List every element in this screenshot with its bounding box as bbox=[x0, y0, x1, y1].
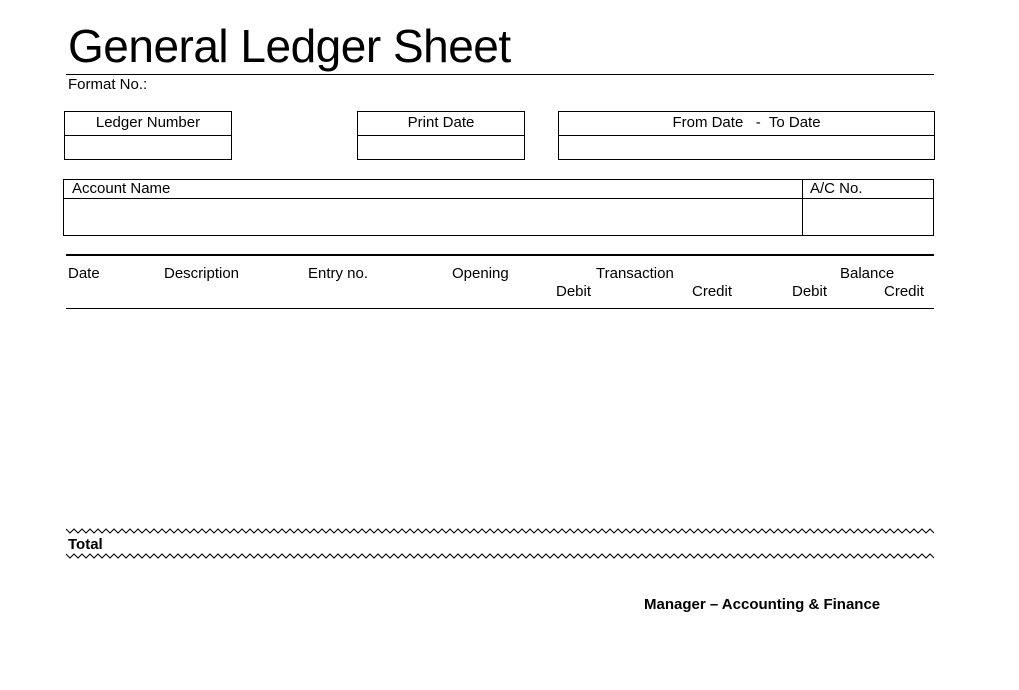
account-number-cell bbox=[802, 180, 933, 235]
col-balance-credit: Credit bbox=[884, 283, 925, 300]
print-date-label: Print Date bbox=[358, 112, 524, 136]
col-transaction-credit: Credit bbox=[692, 283, 733, 300]
signature-title: Manager – Accounting & Finance bbox=[644, 596, 881, 613]
col-description: Description bbox=[164, 265, 240, 282]
format-number-label: Format No.: bbox=[68, 76, 148, 93]
col-transaction-debit: Debit bbox=[556, 283, 592, 300]
date-range-box bbox=[558, 111, 935, 160]
total-label: Total bbox=[68, 536, 103, 553]
total-bottom-wavy-rule bbox=[66, 553, 934, 559]
account-number-label: A/C No. bbox=[802, 180, 933, 199]
table-header-rule bbox=[66, 308, 934, 309]
col-entry-no: Entry no. bbox=[308, 265, 369, 282]
account-box bbox=[63, 179, 934, 236]
account-name-label: Account Name bbox=[64, 180, 802, 199]
col-date: Date bbox=[68, 265, 100, 282]
table-top-rule bbox=[66, 254, 934, 256]
page-title: General Ledger Sheet bbox=[68, 20, 511, 72]
col-balance: Balance bbox=[840, 265, 895, 282]
ledger-number-label: Ledger Number bbox=[65, 112, 231, 136]
col-balance-debit: Debit bbox=[792, 283, 828, 300]
date-range-label: From Date - To Date bbox=[559, 112, 934, 136]
title-underline bbox=[66, 74, 934, 75]
account-name-cell bbox=[64, 180, 803, 235]
total-top-wavy-rule bbox=[66, 528, 934, 534]
ledger-number-box bbox=[64, 111, 232, 160]
col-opening: Opening bbox=[452, 265, 509, 282]
print-date-box bbox=[357, 111, 525, 160]
col-transaction: Transaction bbox=[596, 265, 674, 282]
